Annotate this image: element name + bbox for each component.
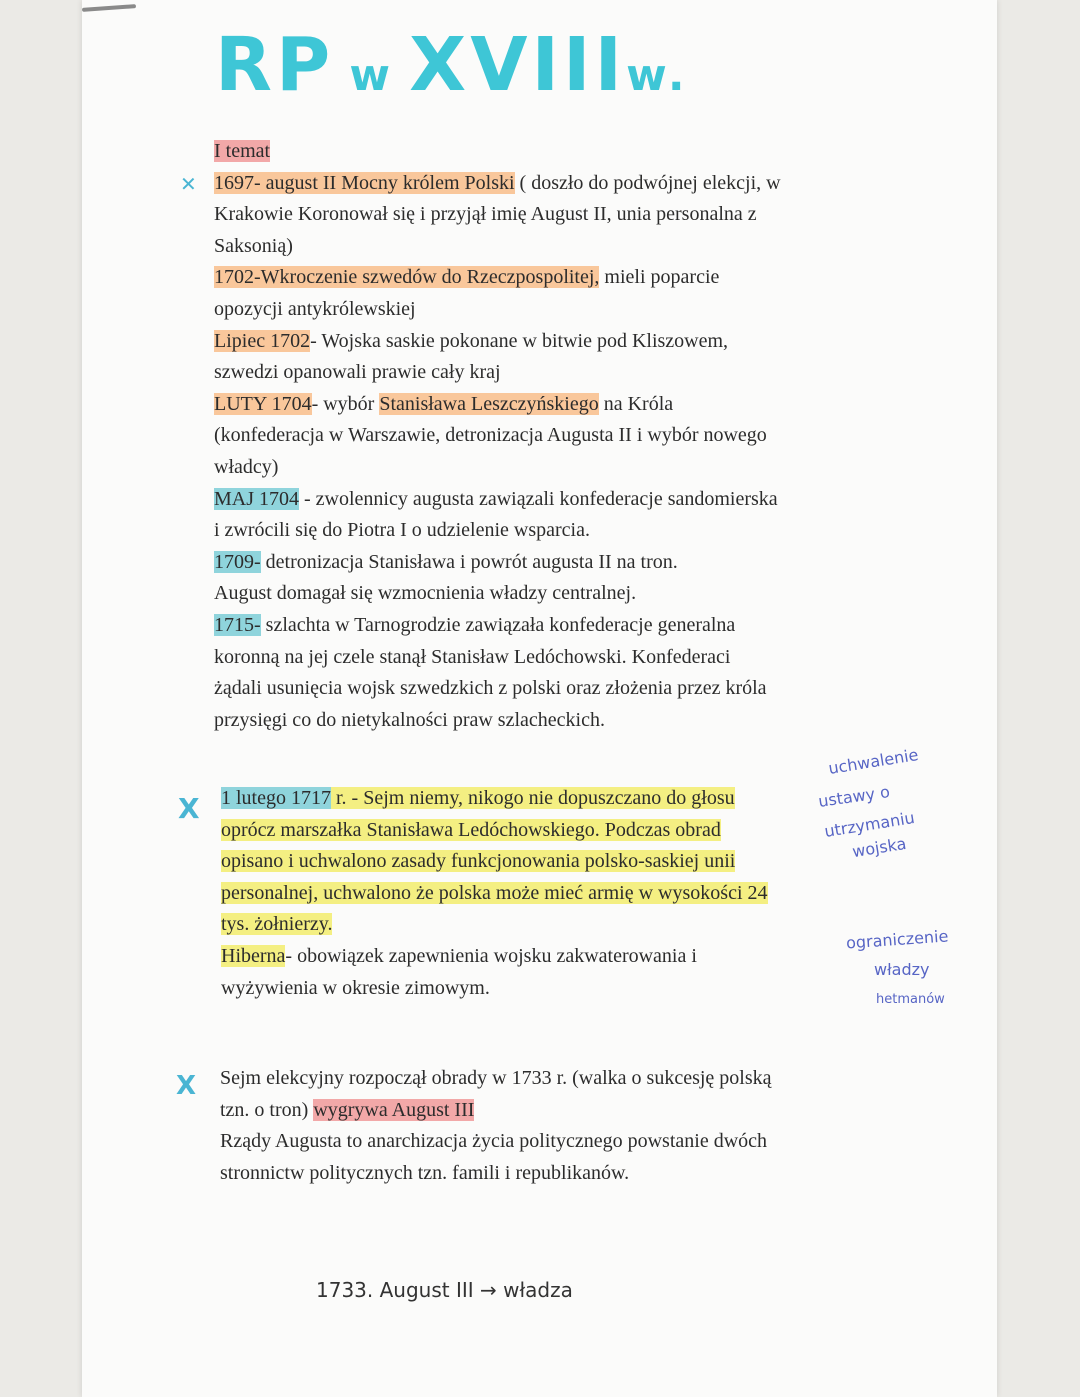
page-title: RP w XVIIIw. (215, 22, 689, 108)
highlight-august-iii: wygrywa August III (313, 1098, 475, 1121)
section-3-elekcja-1733: Sejm elekcyjny rozpoczął obrady w 1733 r. (walka o sukcesję polską tzn. o tron) wygrywa August III Rządy Augusta to anarchizacja życia politycznego powstanie dwóch stronnictw politycznych tzn. famili i republikanów. (220, 1067, 772, 1184)
section-2-sejm-niemy: 1 lutego 1717 r. - Sejm niemy, nikogo nie dopuszczano do głosu oprócz marszałka Stanisława Ledóchowskiego. Podczas obrad opisano i uchwalono zasady funkcjonowania polsko-saskiej unii personalnej, uchwalono że polska może mieć armię w wysokości 24 tys. żołnierzy. Hiberna- obowiązek zapewnienia wojsku zakwaterowania i wyżywienia w okresie zimowym. (221, 787, 768, 999)
entry-1702: 1702-Wkroczenie szwedów do Rzeczpospolitej, mieli poparcie (214, 266, 720, 289)
entry-1697: 1697- august II Mocny królem Polski ( doszło do podwójnej elekcji, w (214, 171, 781, 194)
section-1: I temat 1697- august II Mocny królem Polski ( doszło do podwójnej elekcji, w Krakowie Koronował się i przyjął imię August II, unia personalna z Saksonią) 1702-Wkroczenie szwedów do Rzeczpospolitej, mieli poparcie opozycji antykrólewskiej Lipiec 1702- Wojska saskie pokonane w bitwie pod Kliszowem, szwedzi opanowali prawie cały kraj LUTY 1704- wybór Stanisława Leszczyńskiego na Króla (konfederacja w Warszawie, detronizacja Augusta II i wybór nowego władcy) MAJ 1704 - zwolennicy augusta zawiązali konfederacje sandomierska i zwrócili się do Piotra I o udzielenie wsparcia. 1709- detronizacja Stanisława i powrót augusta II na tron. August domagał się wzmocnienia władzy centralnej. 1715- szlachta w Tarnogrodzie zawiązała konfederacje generalna koronną na jej czele stanął Stanisław Ledóchowski. Konfederaci żądali usunięcia wojsk szwedzkich z polski oraz złożenia przez króla przysięgi co do nietykalności praw szlacheckich. (214, 136, 874, 736)
entry-1709: 1709- detronizacja Stanisława i powrót augusta II na tron. (214, 550, 678, 573)
x-mark-icon: X (176, 1071, 197, 1101)
hiberna-term: Hiberna (221, 944, 286, 967)
section-heading: I temat (214, 140, 271, 162)
bottom-handwritten-note: 1733. August III → władza (316, 1278, 573, 1302)
entry-maj-1704: MAJ 1704 - zwolennicy augusta zawiązali konfederacje sandomierska (214, 487, 778, 510)
entry-1715: 1715- szlachta w Tarnogrodzie zawiązała konfederacje generalna (214, 613, 736, 636)
entry-luty-1704: LUTY 1704- wybór Stanisława Leszczyńskiego na Króla (214, 392, 674, 415)
entry-lipiec-1702: Lipiec 1702- Wojska saskie pokonane w bitwie pod Kliszowem, (214, 329, 729, 352)
x-mark-icon: ✕ (180, 172, 197, 196)
x-mark-icon: X (178, 792, 200, 825)
